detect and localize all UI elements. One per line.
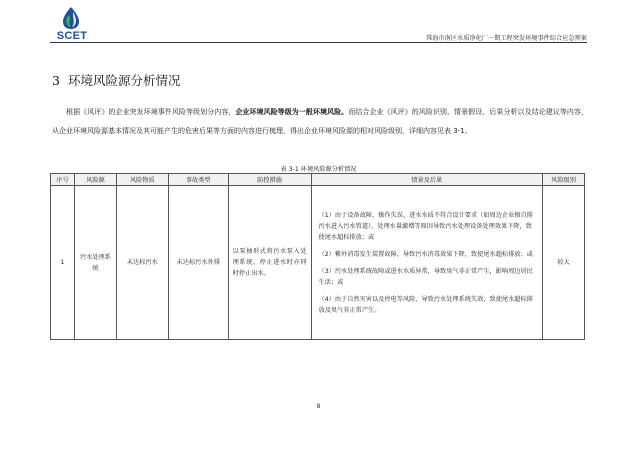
cell-scenario-consequence (311, 186, 543, 340)
company-logo (50, 6, 94, 46)
paragraph-text-1: 根据《风评》的企业突发环境事件风险等级划分内容， (66, 108, 236, 116)
logo-text: SCET (56, 30, 88, 42)
section-number: 3 (52, 73, 60, 88)
cell-accident-type: 未达标污水外排 (168, 186, 228, 340)
section-heading (52, 71, 180, 89)
scenario-item-2: （2）紫外消毒发生装置故障，导致污水消毒效果下降，致使尾水超标排放；或 (318, 250, 533, 258)
paragraph-bold-conclusion: 企业环境风险等级为一般环境风险。 (235, 108, 349, 116)
cell-risk-substance: 未达标污水 (116, 186, 168, 340)
section-title: 环境风险源分析情况 (67, 73, 181, 88)
header-index: 序号 (51, 174, 75, 186)
document-header-title: 珠海市南区水质净化厂一期工程突发环境事件综合应急预案 (426, 35, 587, 42)
cell-index: 1 (51, 186, 75, 340)
scenario-item-4: （4）由于自然灾害以及停电等风险，导致污水处理系统失效，致使尾水超标排放及臭气非正常产生。 (318, 295, 533, 314)
header-control-measures: 防控措施 (228, 174, 311, 186)
table-header-row (51, 174, 585, 186)
header-risk-substance: 风险物质 (116, 174, 168, 186)
header-risk-source: 风险源 (74, 174, 116, 186)
body-paragraph (52, 103, 588, 141)
header-scenario-consequence: 情景及后果 (311, 174, 543, 186)
scenario-item-3: （3）污水处理系统故障或进水水质异常，导致臭气非正常产生，影响周边居民生活；或 (318, 267, 533, 286)
table-row (51, 186, 585, 340)
header-risk-level: 风险级别 (543, 174, 585, 186)
paragraph-text-2: 而结合企业《风评》的风险识别、情景假设、后果分析以及结论建议等内容，从企业环境风险源基本情况及其可能产生的危害后果等方面的内容进行梳理，得出企业环境风险源的相对风险级别，详细内容见表 3-1。 (52, 108, 589, 135)
water-drop-logo-icon (60, 6, 82, 30)
page-number: 8 (316, 403, 321, 410)
cell-risk-level: 较大 (543, 186, 585, 340)
cell-risk-source: 污水处理系统 (74, 186, 116, 340)
cell-control-measures: 以泵抽形式将污水泵入处理系统，停止进水时亦同时停止出水。 (228, 186, 311, 340)
scenario-item-1: （1）由于设备故障、操作失误、进水水质不符合设计要求（如周边企业擅自排污水进入污水管道）、处理水量激增等原因导致污水处理设备处理效果下降，致使尾水超标排放；或 (318, 211, 533, 241)
header-divider (50, 42, 587, 43)
risk-source-table (50, 173, 585, 340)
table-caption: 表 3-1 环境风险源分析情况 (280, 166, 357, 173)
header-accident-type: 事故类型 (168, 174, 228, 186)
